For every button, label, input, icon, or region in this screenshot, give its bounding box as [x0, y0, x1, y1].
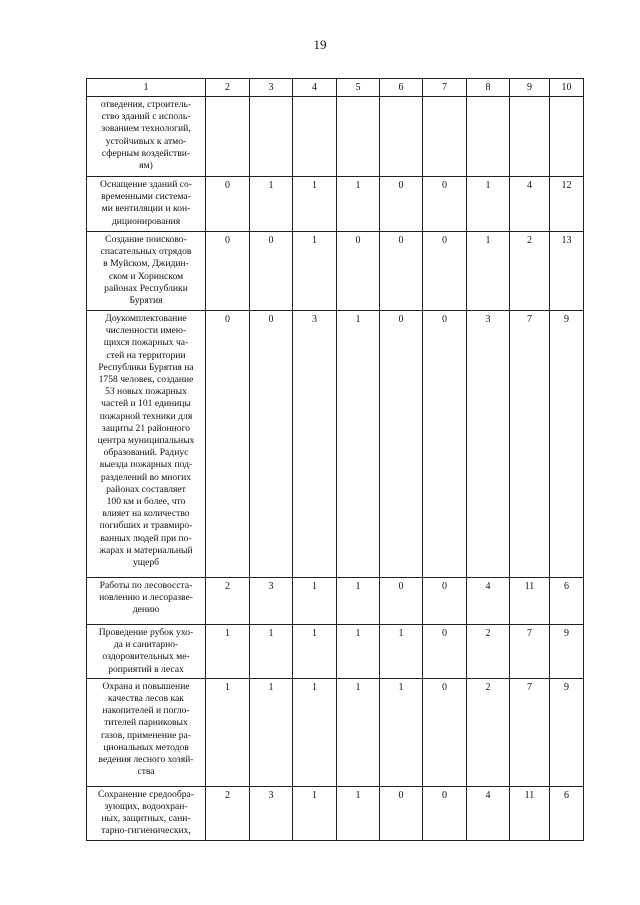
cell-value: 2: [510, 232, 550, 311]
cell-value: [206, 97, 250, 177]
cell-value: 1: [380, 625, 423, 679]
description-line: циональных методов: [103, 741, 189, 753]
cell-value: 0: [423, 678, 467, 786]
cell-value: 2: [467, 625, 510, 679]
cell-value: [337, 97, 380, 177]
cell-value: [293, 97, 337, 177]
cell-value: 0: [423, 232, 467, 311]
description-line: Оснащение зданий со-: [100, 179, 192, 190]
cell-value: 1: [467, 232, 510, 311]
description-line: защиты 21 районного: [101, 422, 191, 434]
cell-value: 1: [293, 625, 337, 679]
description-line: Сохранение средообра-: [98, 788, 194, 800]
header-row: [87, 79, 584, 97]
cell-value: 12: [550, 177, 584, 232]
description-line: районах составляет: [106, 483, 186, 495]
cell-value: 7: [510, 311, 550, 578]
table-row: [87, 786, 584, 840]
cell-value: [250, 97, 293, 177]
table-row: [87, 678, 584, 786]
cell-value: 7: [510, 678, 550, 786]
cell-value: 0: [380, 578, 423, 625]
cell-value: 1: [293, 177, 337, 232]
row-description: [87, 578, 206, 625]
cell-value: 0: [380, 311, 423, 578]
row-description: [87, 625, 206, 679]
cell-value: 0: [206, 232, 250, 311]
description-line: ство зданий с исполь-: [101, 111, 191, 123]
description-line: Работы по лесовосста-: [99, 580, 193, 591]
description-line: частей и 101 единицы: [101, 398, 191, 410]
description-line: разделений во многих: [100, 471, 192, 483]
cell-value: 3: [250, 786, 293, 840]
cell-value: 1: [250, 177, 293, 232]
column-header: 9: [510, 79, 550, 97]
table-row: [87, 578, 584, 625]
cell-value: 6: [550, 786, 584, 840]
description-line: спасательных отрядов: [100, 246, 192, 258]
description-line: ском и Хоринском: [108, 270, 184, 282]
table-row: [87, 97, 584, 177]
cell-value: 2: [467, 678, 510, 786]
cell-value: 9: [550, 625, 584, 679]
cell-value: 7: [510, 625, 550, 679]
cell-value: 0: [423, 578, 467, 625]
cell-value: 9: [550, 311, 584, 578]
description-line: Бурятия: [129, 295, 163, 307]
cell-value: 0: [206, 311, 250, 578]
cell-value: 11: [510, 786, 550, 840]
description-line: диционирования: [111, 215, 181, 227]
description-line: зующих, водоохран-: [104, 801, 188, 813]
description-line: ванных людей при по-: [100, 532, 192, 544]
description-line: Охрана и повышение: [102, 680, 190, 692]
cell-value: 0: [206, 177, 250, 232]
row-description: [87, 177, 206, 232]
cell-value: 1: [293, 578, 337, 625]
cell-value: 1: [467, 177, 510, 232]
description-line: стей на территории: [106, 349, 186, 361]
cell-value: 1: [337, 678, 380, 786]
cell-value: 6: [550, 578, 584, 625]
description-line: образований. Радиус: [103, 447, 189, 459]
cell-value: 11: [510, 578, 550, 625]
cell-value: 1: [206, 678, 250, 786]
description-line: выезда пожарных под-: [99, 459, 193, 471]
description-line: влияет на количество: [102, 508, 190, 520]
cell-value: 1: [337, 177, 380, 232]
description-line: в Муйском, Джидин-: [103, 258, 189, 270]
row-description: [87, 678, 206, 786]
description-line: устойчивых к атмо-: [105, 135, 187, 147]
description-line: роприятий в лесах: [108, 663, 184, 675]
description-line: Создание поисково-: [105, 234, 187, 245]
cell-value: 0: [423, 786, 467, 840]
description-line: отведения, строитель-: [100, 99, 192, 110]
column-header: 2: [206, 79, 250, 97]
cell-value: 4: [467, 786, 510, 840]
description-line: щихся пожарных ча-: [103, 337, 189, 349]
table-row: [87, 625, 584, 679]
column-header: 1: [87, 79, 206, 97]
cell-value: 1: [380, 678, 423, 786]
cell-value: 1: [337, 786, 380, 840]
cell-value: 0: [423, 625, 467, 679]
description-line: Проведение рубок ухо-: [98, 627, 194, 638]
description-line: центра муниципальных: [97, 435, 195, 447]
cell-value: 4: [467, 578, 510, 625]
cell-value: 1: [206, 625, 250, 679]
cell-value: 0: [380, 786, 423, 840]
cell-value: 1: [293, 678, 337, 786]
cell-value: 0: [380, 177, 423, 232]
cell-value: [423, 97, 467, 177]
cell-value: 1: [293, 786, 337, 840]
cell-value: 3: [250, 578, 293, 625]
cell-value: 0: [423, 311, 467, 578]
table-row: [87, 232, 584, 311]
cell-value: 1: [337, 625, 380, 679]
data-table: [86, 78, 584, 841]
description-line: ства: [137, 766, 155, 778]
cell-value: 3: [467, 311, 510, 578]
cell-value: [550, 97, 584, 177]
description-line: тителей парниковых: [104, 717, 188, 729]
cell-value: [467, 97, 510, 177]
table-row: [87, 311, 584, 578]
table-row: [87, 177, 584, 232]
cell-value: 3: [293, 311, 337, 578]
description-line: ведения лесного хозяй-: [98, 754, 194, 766]
cell-value: 1: [337, 311, 380, 578]
description-line: да и санитарно-: [113, 639, 179, 651]
column-header: 7: [423, 79, 467, 97]
description-line: сферным воздействи-: [101, 147, 191, 159]
row-description: [87, 232, 206, 311]
description-line: 1758 человек, создание: [98, 374, 194, 386]
row-description: [87, 97, 206, 177]
column-header: 4: [293, 79, 337, 97]
cell-value: [380, 97, 423, 177]
description-line: численности имею-: [105, 325, 187, 337]
description-line: 100 км и более, что: [106, 496, 186, 508]
description-line: временными система-: [101, 191, 191, 203]
cell-value: 1: [250, 678, 293, 786]
cell-value: 1: [293, 232, 337, 311]
description-line: дению: [132, 604, 160, 616]
cell-value: 2: [206, 786, 250, 840]
cell-value: 1: [337, 578, 380, 625]
cell-value: [510, 97, 550, 177]
description-line: жарах и материальный: [99, 544, 193, 556]
cell-value: 1: [250, 625, 293, 679]
description-line: ущерб: [132, 557, 160, 569]
description-line: ми вентиляции и кон-: [101, 203, 191, 215]
description-line: погибших и травмиро-: [99, 520, 193, 532]
cell-value: 0: [337, 232, 380, 311]
column-header: 10: [550, 79, 584, 97]
description-line: пожарной техники для: [99, 410, 193, 422]
cell-value: 0: [250, 311, 293, 578]
cell-value: 0: [250, 232, 293, 311]
column-header: 5: [337, 79, 380, 97]
description-line: 53 новых пожарных: [105, 386, 187, 398]
description-line: ям): [139, 160, 153, 172]
description-line: качества лесов как: [108, 693, 184, 705]
row-description: [87, 786, 206, 840]
description-line: ных, защитных, сани-: [101, 813, 191, 825]
row-description: [87, 311, 206, 578]
cell-value: 9: [550, 678, 584, 786]
description-line: Республики Бурятия на: [98, 361, 194, 373]
description-line: новлению и лесоразве-: [99, 592, 193, 604]
description-line: оздоровительных ме-: [102, 651, 190, 663]
cell-value: 2: [206, 578, 250, 625]
cell-value: 4: [510, 177, 550, 232]
column-header: 6: [380, 79, 423, 97]
description-line: тарно-гигиенических,: [101, 825, 191, 837]
column-header: 8: [467, 79, 510, 97]
cell-value: 0: [423, 177, 467, 232]
description-line: зованием технологий,: [101, 123, 191, 135]
cell-value: 0: [380, 232, 423, 311]
cell-value: 13: [550, 232, 584, 311]
description-line: Доукомплектование: [105, 313, 187, 324]
column-header: 3: [250, 79, 293, 97]
description-line: накопителей и погло-: [102, 705, 190, 717]
description-line: районах Республики: [104, 282, 188, 294]
page-number: 19: [313, 37, 327, 52]
description-line: газов, применение ра-: [100, 729, 191, 741]
